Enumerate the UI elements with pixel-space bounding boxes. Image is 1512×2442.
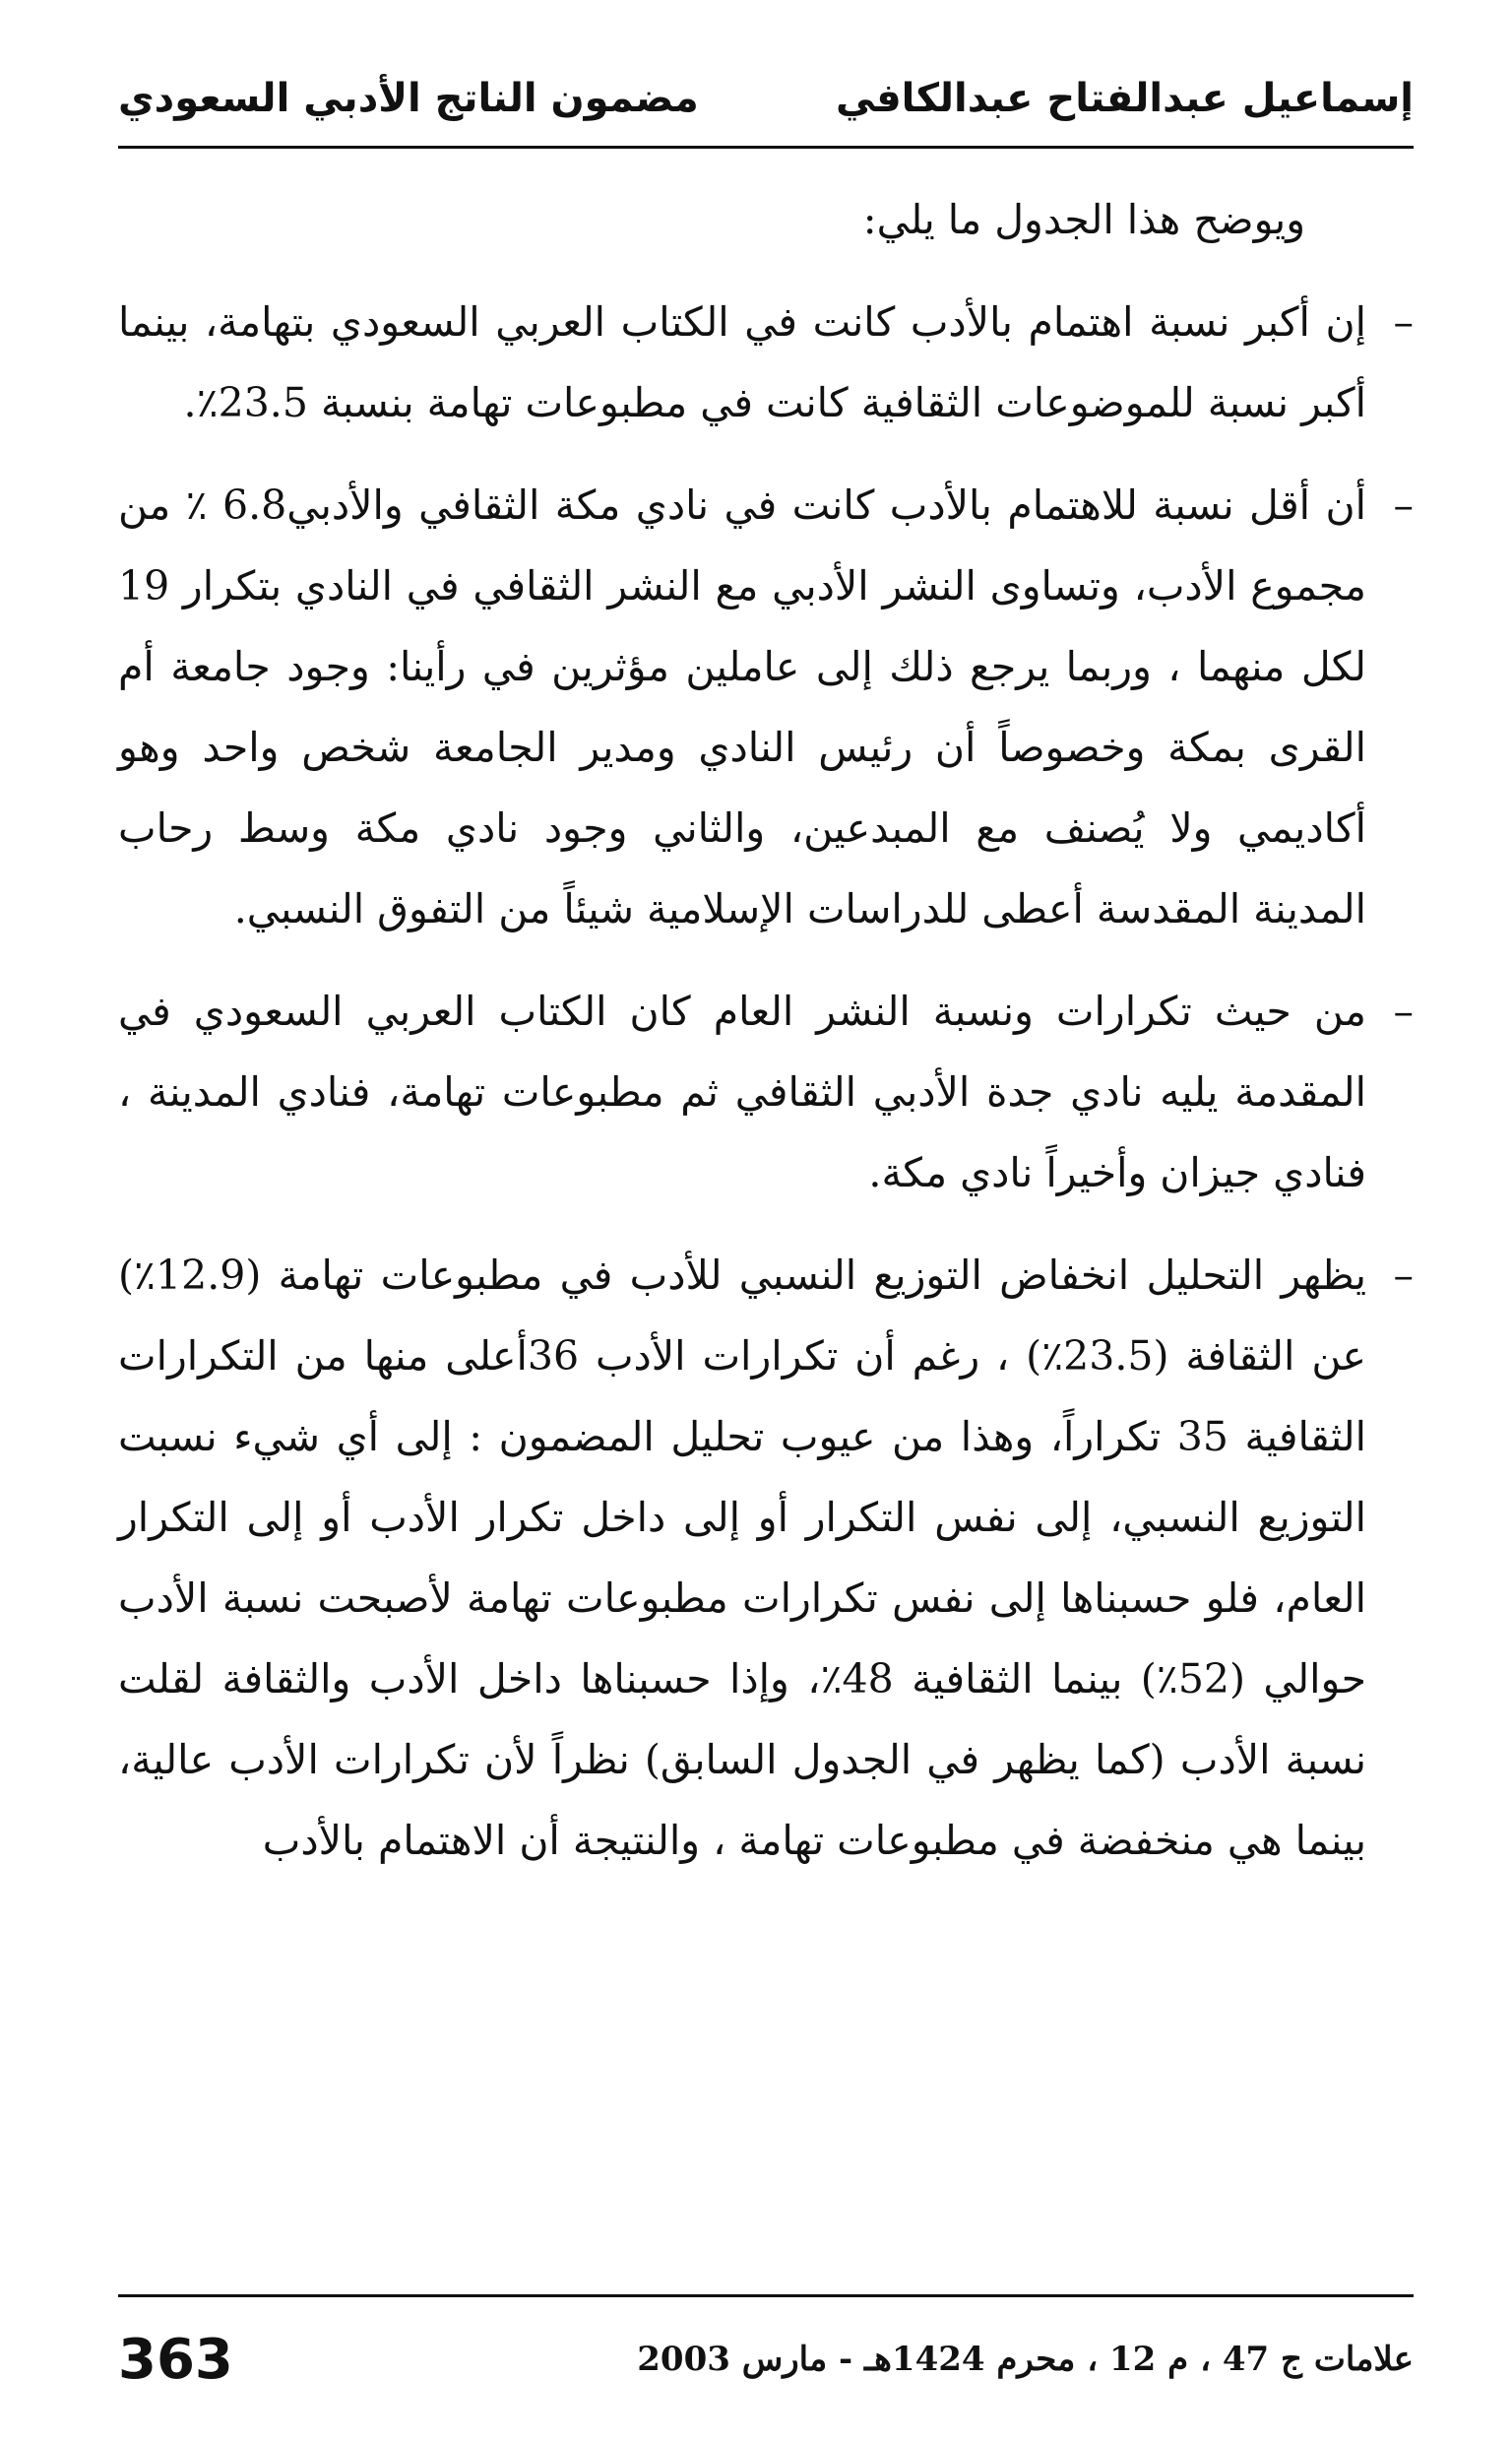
bullet-text: من حيث تكرارات ونسبة النشر العام كان الكتاب العربي السعودي في المقدمة يليه نادي جدة الأدبي الثقافي ثم مطبوعات تهامة، فنادي المدينة ، فنادي جيزان وأخيراً نادي مكة.: [118, 988, 1366, 1196]
dash-bullet-icon: –: [1393, 482, 1414, 529]
dash-bullet-icon: –: [1393, 1252, 1414, 1299]
journal-citation: علامات ج 47 ، م 12 ، محرم 1424هـ - مارس 2003: [637, 2340, 1414, 2379]
intro-paragraph: ويوضح هذا الجدول ما يلي:: [862, 196, 1305, 243]
document-page: [118, 0, 1414, 2442]
header-author: إسماعيل عبدالفتاح عبدالكافي: [836, 76, 1414, 121]
dash-bullet-icon: –: [1393, 298, 1414, 346]
header-divider: [118, 146, 1414, 149]
running-footer: [118, 2320, 1414, 2399]
running-header: [118, 59, 1414, 138]
bullet-paragraph: [118, 282, 1414, 443]
bullet-paragraph: [118, 971, 1414, 1213]
header-title: مضمون الناتج الأدبي السعودي: [118, 76, 699, 121]
bullet-paragraph: [118, 465, 1414, 949]
dash-bullet-icon: –: [1393, 988, 1414, 1035]
bullet-text: يظهر التحليل انخفاض التوزيع النسبي للأدب في مطبوعات تهامة (12.9٪) عن الثقافة (23.5٪) ، رغم أن تكرارات الأدب 36أعلى منها من التكرارات الثقافية 35 تكراراً، وهذا من عيوب تحليل المضمون : إلى أي شيء نسبت التوزيع النسبي، إلى نفس التكرار أو إلى داخل تكرار الأدب أو إلى التكرار العام، فلو حسبناها إلى نفس تكرارات مطبوعات تهامة لأصبحت نسبة الأدب حوالي (52٪) بينما الثقافية 48٪، وإذا حسبناها داخل الأدب والثقافة لقلت نسبة الأدب (كما يظهر في الجدول السابق) نظراً لأن تكرارات الأدب عالية، بينما هي منخفضة في مطبوعات تهامة ، والنتيجة أن الاهتمام بالأدب: [118, 1252, 1366, 1864]
footer-divider: [118, 2294, 1414, 2297]
bullet-text: أن أقل نسبة للاهتمام بالأدب كانت في نادي مكة الثقافي والأدبي6.8 ٪ من مجموع الأدب، وتساوى النشر الأدبي مع النشر الثقافي في النادي بتكرار 19 لكل منهما ، وربما يرجع ذلك إلى عاملين مؤثرين في رأينا: وجود جامعة أم القرى بمكة وخصوصاً أن رئيس النادي ومدير الجامعة شخص واحد وهو أكاديمي ولا يُصنف مع المبدعين، والثاني وجود نادي مكة وسط رحاب المدينة المقدسة أعطى للدراسات الإسلامية شيئاً من التفوق النسبي.: [118, 482, 1366, 932]
body-text: [118, 179, 1414, 2247]
page-number: 363: [118, 2327, 233, 2392]
bullet-text: إن أكبر نسبة اهتمام بالأدب كانت في الكتاب العربي السعودي بتهامة، بينما أكبر نسبة للموضوعات الثقافية كانت في مطبوعات تهامة بنسبة 23.5٪.: [118, 298, 1366, 426]
bullet-paragraph: [118, 1235, 1414, 1881]
